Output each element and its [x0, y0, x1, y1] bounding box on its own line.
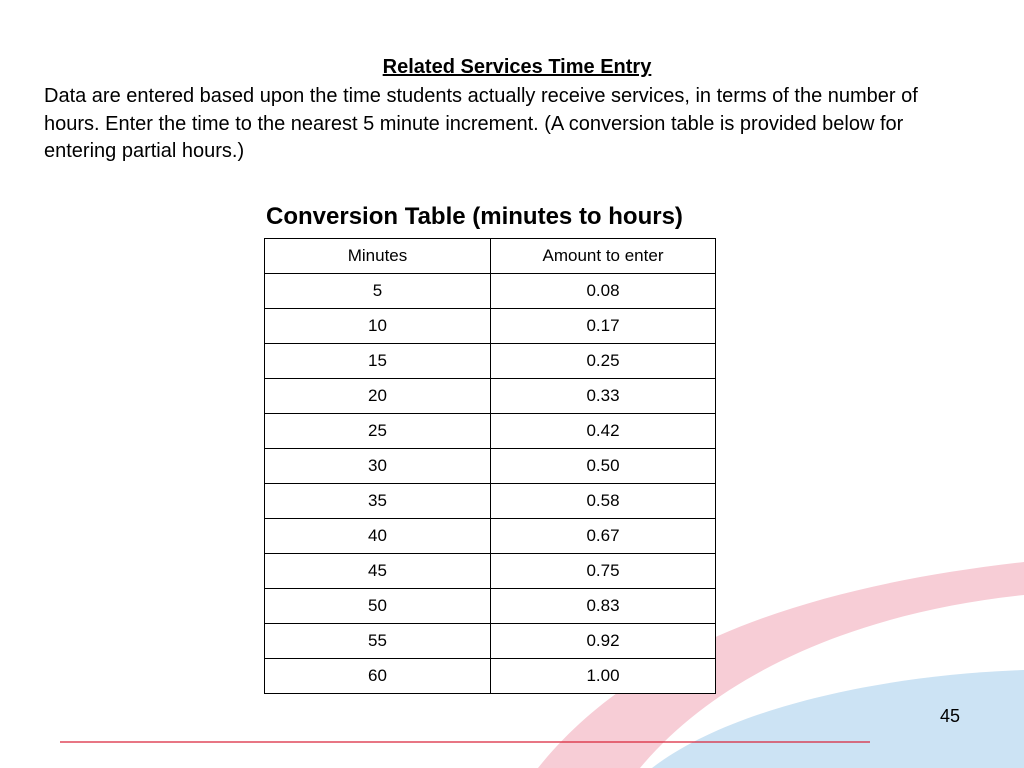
- table-row: [265, 624, 716, 659]
- conversion-table: [264, 238, 716, 694]
- header-minutes: Minutes: [265, 239, 491, 274]
- minutes-cell: 10: [265, 309, 491, 344]
- minutes-cell: 20: [265, 379, 491, 414]
- minutes-cell: 50: [265, 589, 491, 624]
- header-amount-to-enter: Amount to enter: [491, 239, 716, 274]
- minutes-cell: 40: [265, 519, 491, 554]
- table-row: [265, 274, 716, 309]
- minutes-cell: 60: [265, 659, 491, 694]
- table-title: Conversion Table (minutes to hours): [266, 203, 683, 230]
- table-row: [265, 484, 716, 519]
- table-row: [265, 344, 716, 379]
- minutes-cell: 5: [265, 274, 491, 309]
- amount-cell: 0.67: [491, 519, 716, 554]
- amount-cell: 0.50: [491, 449, 716, 484]
- table-row: [265, 379, 716, 414]
- slide-title: Related Services Time Entry: [382, 56, 652, 78]
- amount-cell: 0.08: [491, 274, 716, 309]
- amount-cell: 0.42: [491, 414, 716, 449]
- table-row: [265, 659, 716, 694]
- table-row: [265, 554, 716, 589]
- table-row: [265, 414, 716, 449]
- minutes-cell: 25: [265, 414, 491, 449]
- amount-cell: 0.17: [491, 309, 716, 344]
- amount-cell: 0.33: [491, 379, 716, 414]
- amount-cell: 0.83: [491, 589, 716, 624]
- minutes-cell: 35: [265, 484, 491, 519]
- amount-cell: 1.00: [491, 659, 716, 694]
- minutes-cell: 30: [265, 449, 491, 484]
- page-number: 45: [940, 706, 961, 726]
- minutes-cell: 55: [265, 624, 491, 659]
- table-row: [265, 519, 716, 554]
- minutes-cell: 15: [265, 344, 491, 379]
- instruction-text: Data are entered based upon the time students actually receive services, in terms of the number of hours. Enter the time to the nearest 5 minute increment. (A conversion table is provided below for entering partial hours.): [44, 85, 918, 162]
- amount-cell: 0.75: [491, 554, 716, 589]
- minutes-cell: 45: [265, 554, 491, 589]
- table-row: [265, 309, 716, 344]
- table-row: [265, 449, 716, 484]
- table-header-row: [265, 239, 716, 274]
- amount-cell: 0.58: [491, 484, 716, 519]
- table-row: [265, 589, 716, 624]
- amount-cell: 0.25: [491, 344, 716, 379]
- amount-cell: 0.92: [491, 624, 716, 659]
